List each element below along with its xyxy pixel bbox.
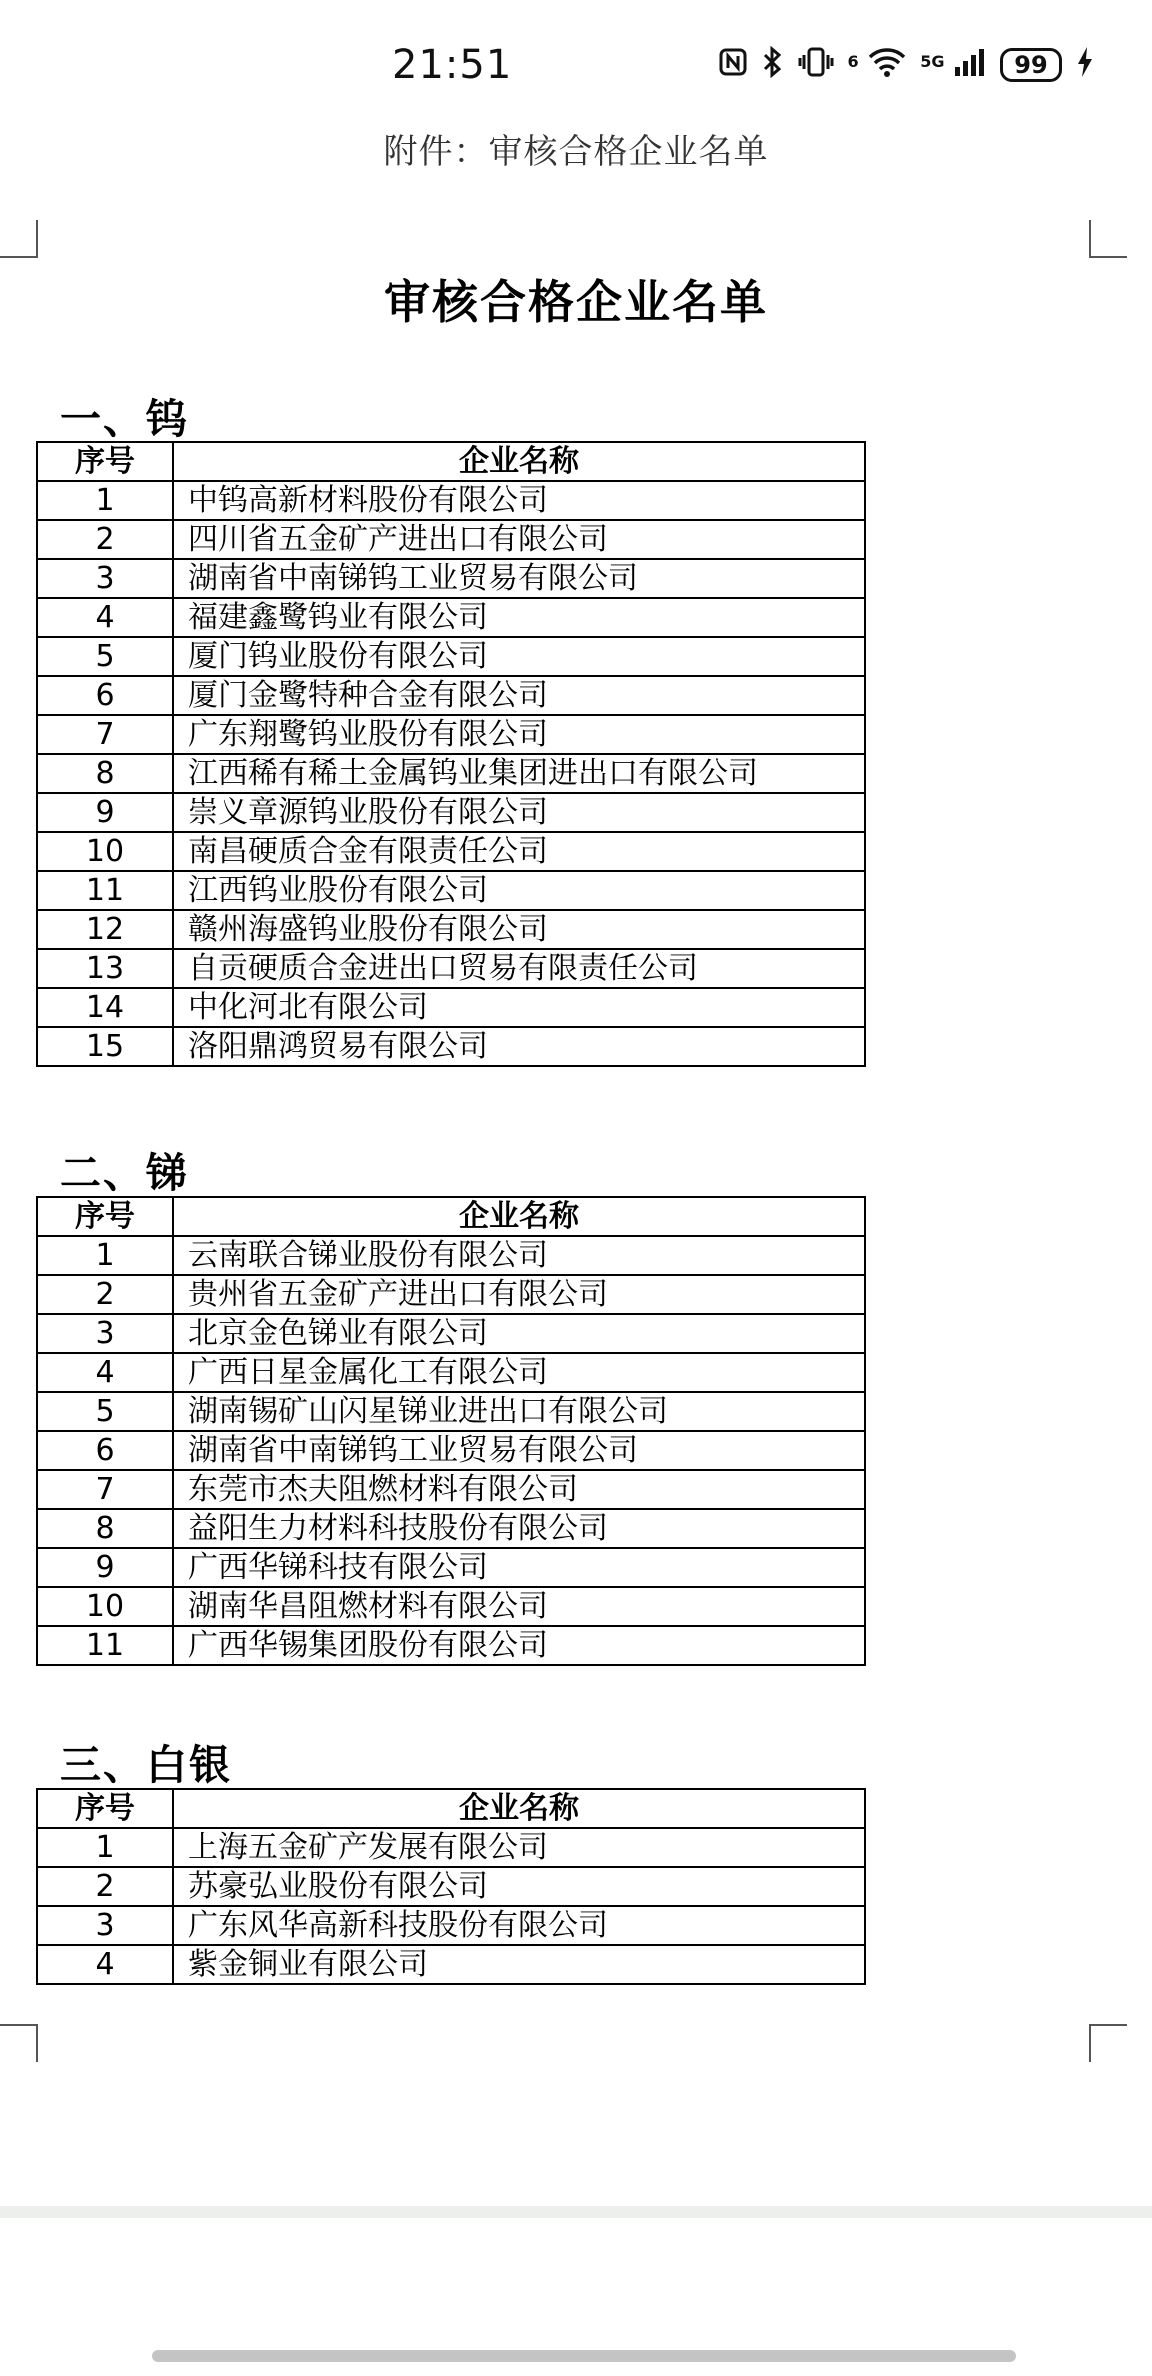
company-name: 广西华锑科技有限公司 — [173, 1548, 865, 1587]
row-index: 10 — [37, 832, 173, 871]
row-index: 8 — [37, 754, 173, 793]
column-header-index: 序号 — [37, 1197, 173, 1236]
page-separator — [0, 2206, 1152, 2218]
table-row — [37, 754, 865, 793]
company-name: 益阳生力材料科技股份有限公司 — [173, 1509, 865, 1548]
status-time: 21:51 — [392, 42, 513, 88]
section-heading-tungsten: 一、钨 — [60, 395, 189, 443]
table-row — [37, 598, 865, 637]
company-name: 紫金铜业有限公司 — [173, 1945, 865, 1984]
column-header-name: 企业名称 — [173, 1197, 865, 1236]
row-index: 12 — [37, 910, 173, 949]
table-row — [37, 1626, 865, 1665]
row-index: 15 — [37, 1027, 173, 1066]
table-row — [37, 871, 865, 910]
company-name: 江西稀有稀土金属钨业集团进出口有限公司 — [173, 754, 865, 793]
row-index: 13 — [37, 949, 173, 988]
battery-level: 99 — [1014, 51, 1048, 79]
table-row — [37, 559, 865, 598]
table-row — [37, 715, 865, 754]
row-index: 2 — [37, 1275, 173, 1314]
crop-mark-bottom-left — [0, 2024, 38, 2062]
company-name: 自贡硬质合金进出口贸易有限责任公司 — [173, 949, 865, 988]
company-name: 广东翔鹭钨业股份有限公司 — [173, 715, 865, 754]
company-name: 厦门金鹭特种合金有限公司 — [173, 676, 865, 715]
company-name: 贵州省五金矿产进出口有限公司 — [173, 1275, 865, 1314]
table-row — [37, 1828, 865, 1867]
table-header-row — [37, 1197, 865, 1236]
table-row — [37, 676, 865, 715]
row-index: 2 — [37, 1867, 173, 1906]
table-row — [37, 793, 865, 832]
signal-icon — [920, 47, 986, 83]
table-header-row — [37, 1789, 865, 1828]
page-title: 审核合格企业名单 — [384, 275, 768, 329]
charging-icon — [1076, 46, 1094, 84]
column-header-name: 企业名称 — [173, 1789, 865, 1828]
section-heading-silver: 三、白银 — [60, 1741, 232, 1789]
table-row — [37, 1509, 865, 1548]
bluetooth-icon — [762, 46, 784, 84]
row-index: 3 — [37, 559, 173, 598]
company-name: 湖南华昌阻燃材料有限公司 — [173, 1587, 865, 1626]
row-index: 11 — [37, 1626, 173, 1665]
vibrate-icon — [798, 46, 834, 84]
row-index: 2 — [37, 520, 173, 559]
table-antimony — [36, 1196, 866, 1666]
row-index: 5 — [37, 637, 173, 676]
document-header: 附件：审核合格企业名单 — [383, 132, 769, 172]
row-index: 6 — [37, 676, 173, 715]
company-name: 四川省五金矿产进出口有限公司 — [173, 520, 865, 559]
company-name: 湖南省中南锑钨工业贸易有限公司 — [173, 1431, 865, 1470]
table-row — [37, 1548, 865, 1587]
company-name: 广西华锡集团股份有限公司 — [173, 1626, 865, 1665]
row-index: 11 — [37, 871, 173, 910]
battery-icon — [1000, 48, 1062, 82]
row-index: 4 — [37, 598, 173, 637]
company-name: 广西日星金属化工有限公司 — [173, 1353, 865, 1392]
table-row — [37, 1027, 865, 1066]
company-name: 赣州海盛钨业股份有限公司 — [173, 910, 865, 949]
status-icons — [718, 46, 1095, 84]
table-row — [37, 1470, 865, 1509]
column-header-name: 企业名称 — [173, 442, 865, 481]
nfc-icon — [718, 47, 748, 83]
row-index: 10 — [37, 1587, 173, 1626]
company-name: 江西钨业股份有限公司 — [173, 871, 865, 910]
company-name: 洛阳鼎鸿贸易有限公司 — [173, 1027, 865, 1066]
table-header-row — [37, 442, 865, 481]
table-silver — [36, 1788, 866, 1985]
row-index: 3 — [37, 1314, 173, 1353]
column-header-index: 序号 — [37, 1789, 173, 1828]
company-name: 厦门钨业股份有限公司 — [173, 637, 865, 676]
company-name: 崇义章源钨业股份有限公司 — [173, 793, 865, 832]
company-name: 湖南省中南锑钨工业贸易有限公司 — [173, 559, 865, 598]
company-name: 中钨高新材料股份有限公司 — [173, 481, 865, 520]
table-row — [37, 949, 865, 988]
row-index: 6 — [37, 1431, 173, 1470]
company-name: 上海五金矿产发展有限公司 — [173, 1828, 865, 1867]
row-index: 1 — [37, 481, 173, 520]
row-index: 8 — [37, 1509, 173, 1548]
home-indicator[interactable] — [152, 2350, 1016, 2362]
table-row — [37, 832, 865, 871]
row-index: 7 — [37, 715, 173, 754]
wifi-tag: 6 — [847, 52, 859, 71]
wifi-icon — [848, 47, 907, 83]
table-row — [37, 1906, 865, 1945]
company-name: 云南联合锑业股份有限公司 — [173, 1236, 865, 1275]
table-row — [37, 637, 865, 676]
table-row — [37, 1353, 865, 1392]
table-row — [37, 910, 865, 949]
row-index: 9 — [37, 793, 173, 832]
row-index: 7 — [37, 1470, 173, 1509]
company-name: 湖南锡矿山闪星锑业进出口有限公司 — [173, 1392, 865, 1431]
table-row — [37, 1236, 865, 1275]
table-row — [37, 1867, 865, 1906]
table-row — [37, 520, 865, 559]
row-index: 1 — [37, 1236, 173, 1275]
crop-mark-bottom-right — [1089, 2024, 1127, 2062]
row-index: 14 — [37, 988, 173, 1027]
row-index: 4 — [37, 1945, 173, 1984]
table-tungsten — [36, 441, 866, 1067]
crop-mark-top-left — [0, 220, 38, 258]
table-row — [37, 1392, 865, 1431]
company-name: 南昌硬质合金有限责任公司 — [173, 832, 865, 871]
row-index: 1 — [37, 1828, 173, 1867]
status-bar — [0, 0, 1152, 130]
section-heading-antimony: 二、锑 — [60, 1149, 189, 1197]
table-row — [37, 1945, 865, 1984]
row-index: 5 — [37, 1392, 173, 1431]
company-name: 中化河北有限公司 — [173, 988, 865, 1027]
company-name: 苏豪弘业股份有限公司 — [173, 1867, 865, 1906]
column-header-index: 序号 — [37, 442, 173, 481]
company-name: 东莞市杰夫阻燃材料有限公司 — [173, 1470, 865, 1509]
crop-mark-top-right — [1089, 220, 1127, 258]
row-index: 9 — [37, 1548, 173, 1587]
table-row — [37, 1275, 865, 1314]
network-type: 5G — [920, 52, 945, 71]
company-name: 福建鑫鹭钨业有限公司 — [173, 598, 865, 637]
company-name: 广东风华高新科技股份有限公司 — [173, 1906, 865, 1945]
table-row — [37, 481, 865, 520]
row-index: 3 — [37, 1906, 173, 1945]
company-name: 北京金色锑业有限公司 — [173, 1314, 865, 1353]
table-row — [37, 1314, 865, 1353]
row-index: 4 — [37, 1353, 173, 1392]
table-row — [37, 1587, 865, 1626]
table-row — [37, 1431, 865, 1470]
table-row — [37, 988, 865, 1027]
